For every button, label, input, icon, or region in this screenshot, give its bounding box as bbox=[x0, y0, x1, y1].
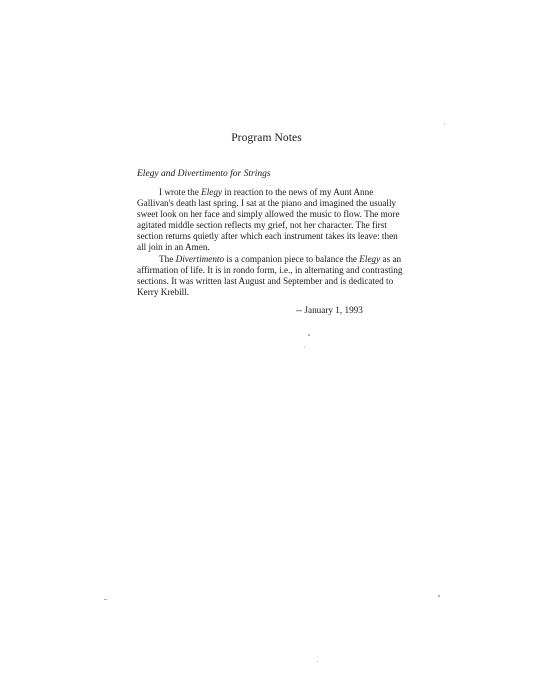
paragraph-1-line-5: section returns quietly after which each instrument takes its leave: then bbox=[137, 231, 398, 242]
paragraph-2-line-2: affirmation of life. It is in rondo form, i.e., in alternating and contrasting bbox=[137, 264, 403, 275]
heading-and: and bbox=[158, 169, 178, 179]
text-run-italic: Divertimento bbox=[175, 253, 225, 264]
paragraph-2-line-1 bbox=[137, 253, 402, 265]
scan-speck bbox=[438, 595, 440, 597]
heading-elegy: Elegy bbox=[137, 169, 159, 179]
text-run: in reaction to the news of my Aunt Anne bbox=[222, 187, 374, 197]
text-run: as an bbox=[380, 253, 402, 264]
section-heading bbox=[137, 169, 271, 179]
scan-speck bbox=[444, 124, 445, 125]
text-run-italic: Elegy bbox=[201, 187, 223, 197]
paragraph-1-line-3: sweet look on her face and simply allowed the music to flow. The more bbox=[137, 209, 400, 220]
paragraph-1-line-2: Gallivan's death last spring. I sat at the piano and imagined the usually bbox=[137, 198, 397, 209]
scan-speck bbox=[317, 661, 318, 662]
scan-speck bbox=[104, 599, 107, 600]
body-text bbox=[137, 187, 403, 298]
text-run: is a companion piece to balance the bbox=[224, 253, 360, 264]
paragraph-2-line-3: sections. It was written last August and September and is dedicated to bbox=[137, 275, 394, 286]
signature-date: -- January 1, 1993 bbox=[296, 305, 363, 315]
paragraph-1-line-1 bbox=[137, 187, 399, 198]
text-run: The bbox=[159, 253, 176, 264]
paragraph-2-line-4: Kerry Krebill. bbox=[137, 286, 190, 297]
paragraph-1-line-6: all join in an Amen. bbox=[137, 242, 210, 253]
text-run-italic: Elegy bbox=[359, 253, 381, 264]
scan-speck bbox=[304, 347, 305, 348]
page-title: Program Notes bbox=[231, 132, 302, 144]
heading-divertimento: Divertimento for Strings bbox=[177, 169, 271, 179]
paragraph-1-line-4: agitated middle section reflects my grief, not her character. The first bbox=[137, 220, 387, 231]
text-run: I wrote the bbox=[159, 187, 202, 197]
scan-speck bbox=[308, 334, 310, 336]
